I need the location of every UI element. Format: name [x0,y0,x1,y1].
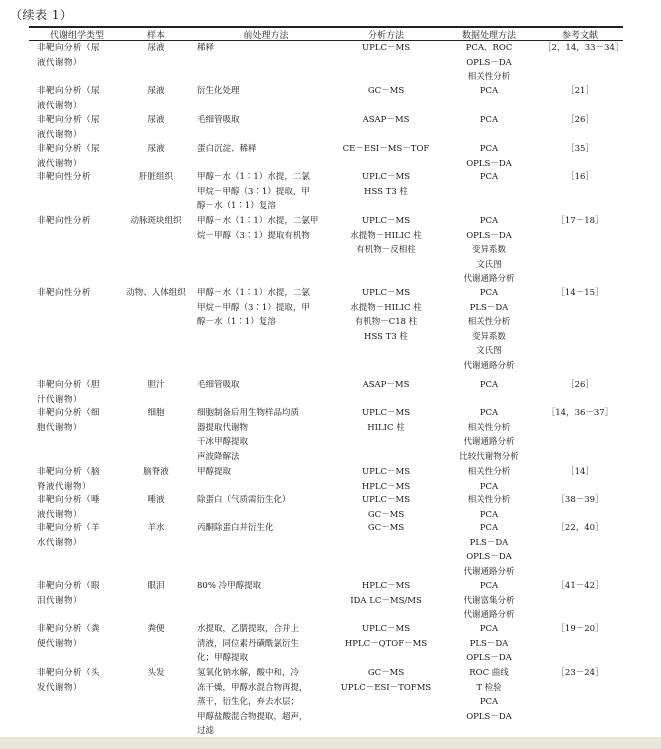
cell-pretreatment [197,666,345,739]
cell-line: ［2，14，33－34］ [543,43,624,53]
table-continuation-title: （续表 1） [10,8,73,22]
cell-line: ［38－39］ [556,495,604,505]
header-references: 参考文献 [561,31,598,41]
cell-line: 代谢通路分析 [463,610,515,620]
cell-pretreatment [197,579,345,594]
header-metabolomics-type: 代谢组学类型 [49,31,104,41]
cell-line: 甲醇盐酸混合物提取，超声， [197,711,308,722]
cell-sample [120,465,192,480]
cell-pretreatment [197,41,345,56]
cell-line: OPLS－DA [466,57,512,68]
cell-reference [543,579,617,594]
cell-line: 文氏图 [476,346,502,356]
cell-line: PCA [479,408,499,418]
cell-data-processing [440,579,538,623]
cell-reference [543,214,617,229]
cell-line: ［26］ [566,115,594,125]
cell-line: 液代谢物） [37,509,83,520]
cell-line: 蒸干，衍生化，弃去水层； [197,697,300,707]
cell-line: 80% 冷甲醇提取 [197,581,262,591]
cell-line: 声波降解法 [197,451,240,462]
cell-line: ［17－18］ [556,216,604,226]
cell-data-processing [440,666,538,724]
cell-line: OPLS－DA [466,158,512,169]
cell-data-processing [440,142,538,171]
cell-line: HILIC 柱 [367,422,405,433]
cell-reference [543,406,617,421]
cell-reference [543,113,617,128]
cell-line: 非靶向分析（羊 [37,523,101,533]
cell-line: 液代谢物） [37,100,83,111]
cell-line: ［14－15］ [556,288,604,298]
cell-line: 相关性分析 [467,422,511,433]
cell-method [338,521,434,536]
cell-line: ［41－42］ [556,581,604,591]
cell-line: 粪便 [147,624,165,634]
cell-line: 有机物－反相柱 [356,245,416,255]
cell-line: 汁代谢物） [37,394,83,405]
cell-data-processing [440,113,538,128]
cell-reference [543,622,617,637]
cell-reference [543,41,624,56]
cell-line: 非靶向分析（粪 [37,624,101,634]
header-sample: 样本 [146,31,165,41]
cell-line: GC－MS [367,668,405,678]
cell-line: 肝脏组织 [138,172,173,182]
cell-pretreatment [197,113,345,128]
header-pretreatment: 前处理方法 [243,31,289,41]
cell-line: 甲醇－水（1∶1）水提，二氯 [197,172,310,182]
cell-pretreatment [197,286,345,330]
cell-line: 代谢通路分析 [463,566,515,577]
cell-line: GC－MS [367,523,405,533]
cell-line: OPLS－DA [466,230,512,241]
cell-data-processing [440,622,538,666]
cell-method [338,579,434,608]
cell-line: PCA [479,509,499,520]
cell-line: 冻干燥，甲醇水混合物再提， [197,682,308,693]
cell-line: 非靶向分析（尿 [37,86,101,96]
cell-line: 甲醇提取 [197,467,232,477]
cell-line: PCA [479,216,499,226]
cell-line: 醇－水（1∶1）复溶 [197,317,276,327]
header-analysis-method: 分析方法 [367,31,404,41]
cell-method [338,142,434,157]
cell-pretreatment [197,521,345,536]
cell-pretreatment [197,622,345,666]
cell-line: 非靶向分析（眼 [37,581,101,591]
cell-line: 脑脊液 [143,467,169,477]
cell-line: ［35］ [566,144,594,154]
cell-line: 非靶向分析（尿 [37,144,101,154]
cell-data-processing [440,84,538,99]
cell-line: GC－MS [367,86,405,96]
cell-sample [120,622,192,637]
cell-line: 氢氧化钠水解，酸中和，冷 [197,668,300,678]
cell-line: PCA [479,523,499,533]
cell-line: 丙酮除蛋白并衍生化 [197,523,274,533]
cell-data-processing [440,406,538,464]
cell-line: 非靶向分析（头 [37,668,101,678]
cell-sample [120,142,192,157]
cell-line: 非靶向分析（唾 [37,495,101,505]
cell-line: 非靶向性分析 [37,288,92,298]
cell-line: 稀释 [197,43,215,53]
cell-method [338,465,434,494]
cell-reference [543,378,617,393]
cell-line: GC－MS [367,509,405,520]
cell-method [338,84,434,99]
cell-pretreatment [197,378,345,393]
cell-sample [120,41,192,56]
cell-line: 干冰甲醇提取 [197,437,249,447]
cell-line: PCA [479,288,499,298]
cell-line: 文氏图 [476,259,502,270]
cell-line: 液代谢物） [37,129,83,140]
cell-pretreatment [197,406,345,464]
header-data-processing: 数据处理方法 [461,31,516,41]
cell-line: 相关性分析 [467,495,511,505]
cell-line: 除蛋白（气质需衍生化） [197,495,291,505]
cell-pretreatment [197,214,345,243]
cell-sample [120,378,192,393]
cell-line: PCA [479,581,499,591]
cell-line: 甲醇－水（1∶1）水提，二氯 [197,288,310,298]
cell-line: HPLC－QTOF－MS [344,638,428,649]
cell-line: OPLS－DA [466,653,512,663]
cell-reference [543,666,617,681]
cell-reference [543,286,617,301]
cell-line: 细胞制备后用生物样品均质 [197,408,300,418]
cell-line: 甲醇－水（1∶1）水提，二氯甲 [197,216,319,226]
cell-data-processing [440,170,538,185]
cell-line: UPLC－MS [361,288,411,298]
cell-line: PLS－DA [469,302,509,313]
cell-line: PCA [479,172,499,182]
cell-pretreatment [197,170,345,214]
page-footer-band [0,737,661,749]
cell-line: 相关性分析 [467,72,511,82]
cell-data-processing [440,493,538,522]
cell-line: 甲烷－甲醇（3∶1）提取，甲 [197,302,310,313]
cell-line: 清液，同位素丹磺酰氯衍生 [197,638,300,649]
cell-line: 变异系数 [471,331,506,342]
cell-line: PCA [479,86,499,96]
cell-line: HPLC－MS [361,481,411,492]
cell-data-processing [440,378,538,393]
cell-line: 衍生化处理 [197,86,240,96]
cell-line: 尿液 [147,86,165,96]
cell-line: 化；甲醇提取 [197,653,249,663]
cell-line: ［14，36－37］ [546,408,614,418]
cell-line: 水代谢物） [37,537,83,548]
cell-line: PLS－DA [469,537,509,548]
cell-line: OPLS－DA [466,552,512,562]
cell-line: T 检验 [476,682,502,693]
cell-method [338,378,434,393]
cell-line: 器提取代谢物 [197,422,249,433]
cell-line: OPLS－DA [466,711,512,722]
cell-line: 唾液 [147,495,165,505]
cell-method [338,493,434,522]
cell-line: 头发 [147,668,165,678]
cell-line: UPLC－MS [361,172,411,182]
cell-line: ［16］ [566,172,594,182]
cell-method [338,286,434,344]
cell-line: HSS T3 柱 [364,186,408,197]
cell-line: 非靶向分析（尿 [37,115,101,125]
cell-line: 水提物－HILIC 柱 [350,302,422,313]
cell-data-processing [440,41,538,85]
cell-method [338,214,434,258]
cell-line: IDA LC－MS/MS [350,595,422,606]
cell-line: ASAP－MS [362,115,410,125]
cell-pretreatment [197,142,345,157]
cell-line: UPLC－MS [361,216,411,226]
cell-line: 醇－水（1∶1）复溶 [197,201,276,211]
cell-sample [120,493,192,508]
cell-sample [120,113,192,128]
cell-line: 非靶向分析（脑 [37,467,101,477]
cell-line: 过滤 [197,726,215,736]
cell-line: PCA [479,481,499,492]
cell-line: 代谢通路分析 [463,274,515,284]
cell-line: 液代谢物） [37,57,83,68]
cell-method [338,666,434,695]
cell-line: 毛细管吸取 [197,115,240,125]
cell-sample [120,84,192,99]
cell-reference [543,493,617,508]
cell-line: ［14］ [566,467,594,477]
cell-reference [543,84,617,99]
cell-pretreatment [197,493,345,508]
cell-line: PCA [479,697,499,707]
cell-line: ［23－24］ [556,668,604,678]
cell-data-processing [440,214,538,287]
cell-data-processing [440,465,538,494]
cell-line: 动物、人体组织 [126,288,186,298]
cell-line: 非靶向分析（细 [37,408,101,418]
cell-line: ［21］ [566,86,594,96]
cell-line: UPLC－MS [361,408,411,418]
cell-pretreatment [197,465,345,480]
cell-line: 液代谢物） [37,158,83,169]
cell-sample [120,286,192,301]
cell-line: 有机物－C18 柱 [354,317,418,327]
cell-reference [543,170,617,185]
cell-line: 毛细管吸取 [197,380,240,390]
cell-line: 非靶向性分析 [37,172,92,182]
cell-line: 泪代谢物） [37,595,83,606]
cell-line: 代谢通路分析 [463,360,515,371]
cell-line: HSS T3 柱 [364,331,408,342]
cell-method [338,406,434,435]
cell-sample [120,579,192,594]
cell-line: ［22，40］ [556,523,604,533]
cell-line: ［19－20］ [556,624,604,634]
cell-line: UPLC－MS [361,467,411,477]
cell-line: 胞代谢物） [37,422,83,433]
cell-line: 代谢通路分析 [463,437,515,447]
cell-line: ASAP－MS [362,380,410,390]
cell-line: CE－ESI－MS－TOF [342,144,430,154]
cell-line: UPLC－MS [361,624,411,634]
cell-line: 甲烷－甲醇（3∶1）提取，甲 [197,186,310,197]
cell-line: UPLC－ESI－TOFMS [340,682,432,693]
cell-data-processing [440,521,538,579]
cell-line: 胆汁 [147,380,165,390]
cell-line: 脊液代谢物） [37,481,92,492]
cell-line: 烷－甲醇（3∶1）提取有机物 [197,230,310,241]
cell-sample [120,521,192,536]
cell-line: 尿液 [147,115,165,125]
cell-data-processing [440,286,538,373]
cell-line: PCA、ROC [465,43,513,53]
cell-line: 蛋白沉淀、稀释 [197,144,257,154]
cell-reference [543,521,617,536]
cell-line: HPLC－MS [361,581,411,591]
cell-line: PCA [479,115,499,125]
cell-line: 水提物－HILIC 柱 [350,230,422,241]
cell-reference [543,465,617,480]
cell-method [338,41,434,56]
cell-line: UPLC－MS [361,495,411,505]
cell-line: PCA [479,380,499,390]
cell-pretreatment [197,84,345,99]
cell-line: ROC 曲线 [469,668,509,678]
cell-line: 相关性分析 [467,317,511,327]
cell-sample [120,214,192,229]
cell-line: PLS－DA [469,638,509,649]
cell-method [338,170,434,199]
cell-line: 相关性分析 [467,467,511,477]
cell-line: 尿液 [147,144,165,154]
cell-line: 代谢富集分析 [463,595,515,606]
cell-line: 非靶向性分析 [37,216,92,226]
cell-line: 非靶向分析（胆 [37,380,101,390]
cell-line: PCA [479,624,499,634]
cell-line: 羊水 [147,523,165,533]
cell-line: 水提取，乙腈提取，合并上 [197,624,300,634]
cell-sample [120,406,192,421]
cell-line: 变异系数 [471,245,506,255]
cell-line: 非靶向分析（尿 [37,43,101,53]
cell-line: UPLC－MS [361,43,411,53]
cell-line: 眼泪 [147,581,165,591]
cell-line: 发代谢物） [37,682,83,693]
cell-line: PCA [479,144,499,154]
cell-reference [543,142,617,157]
cell-line: ［26］ [566,380,594,390]
cell-line: 比较代谢物分析 [459,451,519,462]
cell-method [338,113,434,128]
cell-line: 动脉斑块组织 [130,216,182,226]
cell-method [338,622,434,651]
cell-line: 便代谢物） [37,638,83,649]
cell-sample [120,170,192,185]
cell-line: 细胞 [147,408,165,418]
cell-sample [120,666,192,681]
cell-line: 尿液 [147,43,165,53]
